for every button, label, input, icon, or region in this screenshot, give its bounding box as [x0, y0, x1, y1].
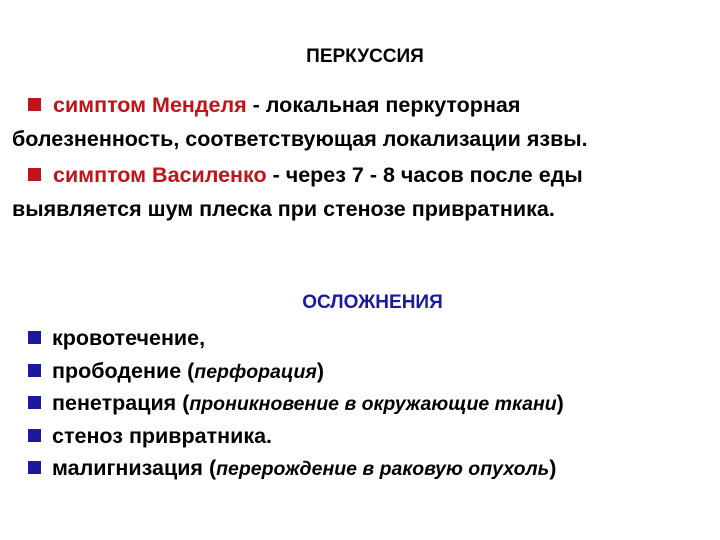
symptom-vasilenko-desc-1: - через 7 - 8 часов после еды — [266, 163, 583, 187]
symptom-mendel-name: симптом Менделя — [53, 93, 247, 117]
paren-close: ) — [316, 358, 325, 383]
item-text: пенетрация — [52, 391, 183, 415]
square-bullet-icon — [28, 461, 41, 474]
item-text: малигнизация — [52, 456, 209, 480]
list-item — [28, 387, 718, 420]
item-text: прободение — [52, 358, 188, 383]
paren-close: ) — [556, 391, 564, 415]
symptom-mendel-block — [12, 88, 712, 156]
symptom-mendel-desc-2: болезненность, соответствующая локализации язвы. — [12, 127, 588, 151]
list-item — [28, 322, 718, 355]
symptom-vasilenko-block — [12, 158, 712, 226]
square-bullet-icon — [28, 168, 41, 181]
percussion-title: ПЕРКУССИЯ — [306, 46, 424, 67]
symptom-vasilenko-line1 — [12, 158, 712, 192]
item-text: стеноз привратника. — [52, 423, 273, 448]
item-text: кровотечение, — [52, 326, 206, 350]
paren-close: ) — [549, 456, 557, 480]
complications-list — [28, 322, 718, 485]
square-bullet-icon — [28, 396, 41, 409]
complications-title: ОСЛОЖНЕНИЯ — [302, 292, 443, 313]
list-item — [28, 355, 718, 388]
symptom-mendel-desc-1: - локальная перкуторная — [246, 93, 521, 117]
list-item — [28, 452, 718, 485]
item-italic: перерождение в раковую опухоль — [216, 458, 550, 480]
square-bullet-icon — [28, 429, 41, 442]
symptom-vasilenko-name: симптом Василенко — [53, 163, 267, 187]
paren-open: ( — [182, 391, 190, 415]
square-bullet-icon — [28, 331, 41, 344]
item-italic: перфорация — [194, 360, 317, 383]
square-bullet-icon — [28, 98, 41, 111]
symptom-mendel-line1 — [12, 88, 712, 122]
symptom-vasilenko-desc-2: выявляется шум плеска при стенозе привратника. — [12, 197, 555, 221]
list-item — [28, 420, 718, 453]
paren-open: ( — [208, 456, 217, 480]
square-bullet-icon — [28, 364, 41, 377]
item-italic: проникновение в окружающие ткани — [189, 393, 557, 415]
paren-open: ( — [187, 358, 195, 383]
